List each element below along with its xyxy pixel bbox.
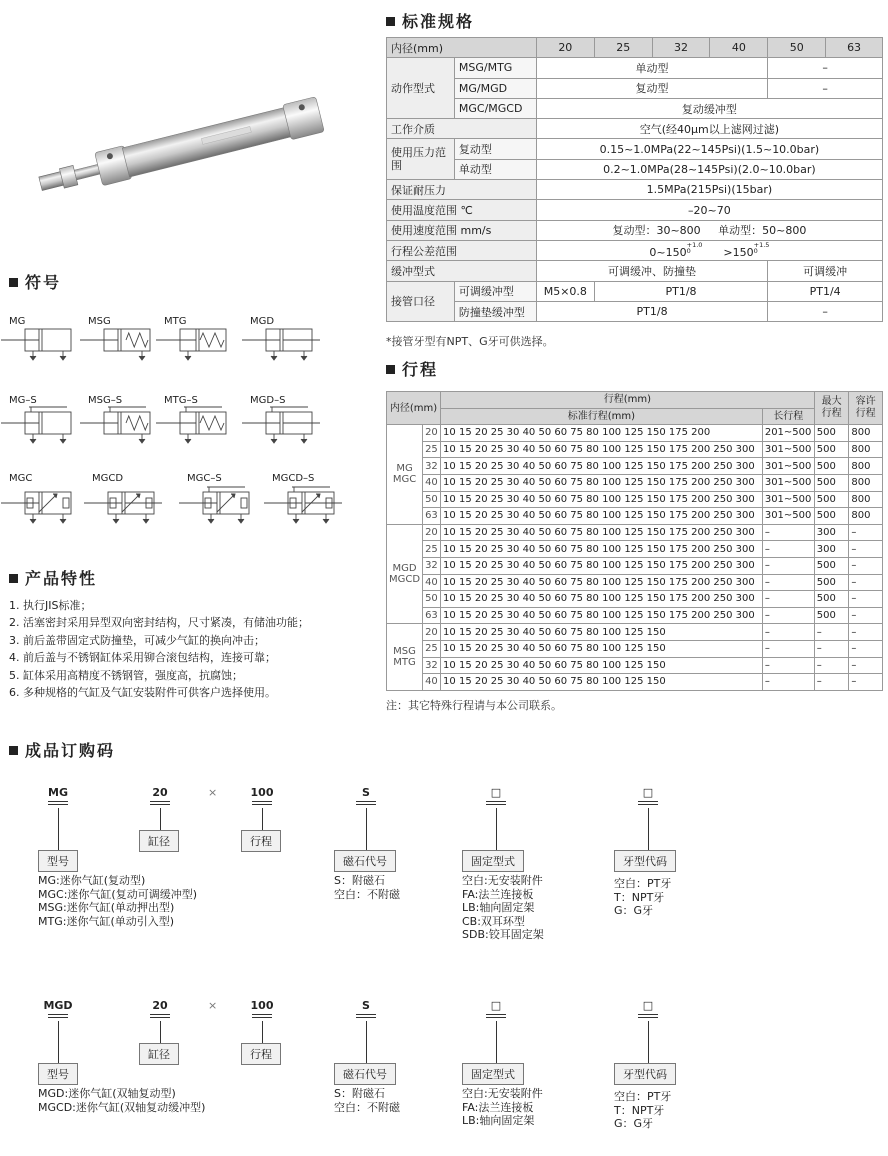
stroke-cell-max: 500 <box>814 425 849 442</box>
desc-line: 空白：不附磁 <box>334 1100 400 1114</box>
stroke-cell-std: 10 15 20 25 30 40 50 60 75 80 100 125 150 175 200 250 300 <box>441 524 763 541</box>
code-text: □ <box>642 999 654 1012</box>
stroke-cell-std: 10 15 20 25 30 40 50 60 75 80 100 125 150 175 200 250 300 <box>441 574 763 591</box>
connector-line <box>366 808 367 850</box>
stroke-cell-std: 10 15 20 25 30 40 50 60 75 80 100 125 150 175 200 250 300 <box>441 508 763 525</box>
stroke-cell-long: – <box>762 640 814 657</box>
cylinder-symbol-icon <box>3 325 83 367</box>
code-text: MGD <box>43 999 73 1012</box>
stroke-note: 注：其它特殊行程请与本公司联系。 <box>386 699 562 712</box>
stroke-cell-tol: 800 <box>849 491 883 508</box>
code-thread <box>628 786 668 805</box>
code-text: 100 <box>250 999 274 1012</box>
stroke-cell-tol: 800 <box>849 474 883 491</box>
stroke-cell-max: 500 <box>814 591 849 608</box>
bore-box: 缸径 <box>139 830 179 852</box>
spec-note: *接管牙型有NPT、G牙可供选择。 <box>386 335 554 348</box>
desc-line: T：NPT牙 <box>614 1103 665 1117</box>
spec-table: 内径(mm) 20 25 32 40 50 63 动作型式 MSG/MTG 单动型 – MG/MGD 复动型 – MGC/MGCD 复动缓冲型 工作介质 空气(经40μm以上滤网过滤) 使用压力范围 复动型 0.15~1.0MPa(22~145Psi)(1.5~10.0bar) 单动型 0.2~1.0MPa(28~145Psi)(2.0~10.0bar) 保证耐压力 1.5MPa(215Psi)(15bar) 使用温度范围 ℃ –20~70 使用速度范围 mm/s 复动型：30~800 单动型：50~800 行程公差范围 0~150+1.0 0 >150+1.5 0 缓冲型式 可调缓冲、防撞垫 可调缓冲 接管口径 可调缓冲型 M5×0.8 PT1/8 PT1/4 防撞垫缓冲型 PT1/8 – <box>386 37 883 322</box>
stroke-cell-d: 40 <box>423 674 441 691</box>
magnet-box: 磁石代号 <box>334 850 396 872</box>
magnet-box: 磁石代号 <box>334 1063 396 1085</box>
desc-line: G：G牙 <box>614 1117 654 1131</box>
magnet-description <box>334 874 400 901</box>
stroke-group-name: MG MGC <box>387 425 423 525</box>
stroke-cell-max: 500 <box>814 557 849 574</box>
code-underline <box>486 801 506 805</box>
cylinder-symbol-icon <box>158 325 238 367</box>
stroke-cell-tol: 800 <box>849 508 883 525</box>
bore-box: 缸径 <box>139 1043 179 1065</box>
stroke-cell-long: 301~500 <box>762 458 814 475</box>
connector-line <box>366 1021 367 1063</box>
symbol-label: MTG <box>164 316 187 327</box>
stroke-cell-max: 500 <box>814 458 849 475</box>
symbol-label: MGC–S <box>187 473 222 484</box>
model-description <box>38 874 197 928</box>
stroke-cell-max: 500 <box>814 474 849 491</box>
desc-line: 空白：PT牙 <box>614 1090 672 1103</box>
stroke-cell-tol: – <box>849 674 883 691</box>
desc-line: G：G牙 <box>614 904 654 918</box>
code-model <box>38 999 78 1018</box>
stroke-cell-long: – <box>762 524 814 541</box>
feature-item: 6. 多种规格的气缸及气缸安装附件可供客户选择使用。 <box>9 686 276 700</box>
connector-line <box>496 808 497 850</box>
code-bore <box>140 999 180 1018</box>
stroke-row <box>387 657 883 674</box>
stroke-cell-long: 201~500 <box>762 425 814 442</box>
desc-line: 空白:无安装附件 <box>462 1087 543 1100</box>
code-underline <box>356 1014 376 1018</box>
stroke-group-name: MGD MGCD <box>387 524 423 624</box>
cylinder-symbol-icon <box>244 408 324 450</box>
code-model <box>38 786 78 805</box>
stroke-cell-long: – <box>762 624 814 641</box>
desc-line: LB:轴向固定架 <box>462 901 535 915</box>
feature-item: 3. 前后盖带固定式防撞垫，可减少气缸的换向冲击； <box>9 633 265 647</box>
stroke-cell-std: 10 15 20 25 30 40 50 60 75 80 100 125 150 <box>441 674 763 691</box>
symbol-section-title: 符号 <box>9 270 61 293</box>
stroke-cell-d: 40 <box>423 574 441 591</box>
feature-item: 5. 缸体采用高精度不锈钢管，强度高，抗腐蚀； <box>9 668 243 682</box>
cylinder-symbol-icon <box>82 325 162 367</box>
stroke-cell-tol: – <box>849 574 883 591</box>
code-text: □ <box>490 999 502 1012</box>
stroke-row <box>387 591 883 608</box>
cylinder-symbol-icon <box>181 488 261 530</box>
stroke-section-title: 行程 <box>386 357 438 380</box>
desc-line: S：附磁石 <box>334 1087 385 1100</box>
code-text: MG <box>48 786 68 799</box>
desc-line: SDB:铰耳固定架 <box>462 928 544 942</box>
code-thread <box>628 999 668 1018</box>
stroke-cell-d: 32 <box>423 458 441 475</box>
spec-section-title: 标准规格 <box>386 9 474 32</box>
stroke-cell-d: 50 <box>423 591 441 608</box>
stroke-cell-d: 25 <box>423 541 441 558</box>
code-underline <box>150 801 170 805</box>
code-text: S <box>362 786 370 799</box>
connector-line <box>160 808 161 830</box>
stroke-row <box>387 574 883 591</box>
symbol-label: MGCD–S <box>272 473 315 484</box>
code-underline <box>48 1014 68 1018</box>
cylinder-symbol-icon <box>244 325 324 367</box>
stroke-cell-std: 10 15 20 25 30 40 50 60 75 80 100 125 150 175 200 250 300 <box>441 458 763 475</box>
stroke-cell-max: 300 <box>814 524 849 541</box>
stroke-cell-std: 10 15 20 25 30 40 50 60 75 80 100 125 150 175 200 250 300 <box>441 441 763 458</box>
magnet-description <box>334 1087 400 1114</box>
stroke-cell-d: 32 <box>423 657 441 674</box>
desc-line: LB:轴向固定架 <box>462 1114 535 1128</box>
symbol-label: MG <box>9 316 26 327</box>
stroke-row <box>387 458 883 475</box>
mount-description <box>462 1087 543 1128</box>
desc-line: MG:迷你气缸(复动型) <box>38 874 146 887</box>
connector-line <box>496 1021 497 1063</box>
stroke-cell-d: 32 <box>423 557 441 574</box>
stroke-cell-long: – <box>762 674 814 691</box>
code-stroke <box>242 786 282 805</box>
stroke-cell-max: 500 <box>814 491 849 508</box>
code-text: 20 <box>152 999 168 1012</box>
stroke-box: 行程 <box>241 830 281 852</box>
desc-line: FA:法兰连接板 <box>462 1100 534 1114</box>
stroke-cell-tol: – <box>849 591 883 608</box>
thread-description <box>614 877 671 918</box>
stroke-cell-std: 10 15 20 25 30 40 50 60 75 80 100 125 150 175 200 250 300 <box>441 474 763 491</box>
desc-line: 空白:无安装附件 <box>462 874 543 887</box>
desc-line: MTG:迷你气缸(单动引入型) <box>38 914 175 928</box>
stroke-cell-std: 10 15 20 25 30 40 50 60 75 80 100 125 150 175 200 250 300 <box>441 607 763 624</box>
stroke-table: 内径(mm) 行程(mm) 最大行程 容许行程 标准行程(mm) 长行程 MG MGC 20 10 15 20 25 30 40 50 60 75 80 100 125 150 175 200 201~500 500 800 25 10 15 20 25 30 40 50 60 75 80 100 125 150 175 200 250 300 301~500 500 800 32 10 15 20 25 30 40 50 60 75 80 100 125 150 175 200 250 300 301~500 500 800 40 10 15 20 25 30 40 50 60 75 80 100 125 150 175 200 250 300 301~500 500 800 50 10 15 20 25 30 40 50 60 75 80 100 125 150 175 200 250 300 301~500 500 800 63 10 15 20 25 30 40 50 60 75 80 100 125 150 175 200 250 300 301~500 500 800 MGD MGCD 20 10 15 20 25 30 40 50 60 75 80 100 125 150 175 200 250 300 – 300 – 25 10 15 20 25 30 40 50 60 75 80 100 125 150 175 200 250 300 – 300 – 32 10 15 20 25 30 40 50 60 75 80 100 125 150 175 200 250 300 – 500 – 40 10 15 20 25 30 40 50 60 75 80 100 125 150 175 200 250 300 – 500 – 50 10 15 20 25 30 40 50 60 75 80 100 125 150 175 200 250 300 – 500 – 63 10 15 20 25 30 40 50 60 75 80 100 125 150 175 200 250 300 – 500 – MSG MTG 20 10 15 20 25 30 40 50 60 75 80 100 125 150 – – – 25 10 15 20 25 30 40 50 60 75 80 100 125 150 – – – 32 10 15 20 25 30 40 50 60 75 80 100 125 150 – – – 40 10 15 20 25 30 40 50 60 75 80 100 125 150 – – – <box>386 391 883 691</box>
stroke-row <box>387 541 883 558</box>
desc-line: S：附磁石 <box>334 874 385 887</box>
stroke-cell-long: 301~500 <box>762 441 814 458</box>
stroke-cell-max: – <box>814 640 849 657</box>
stroke-cell-d: 20 <box>423 524 441 541</box>
stroke-row <box>387 491 883 508</box>
stroke-box: 行程 <box>241 1043 281 1065</box>
connector-line <box>58 1021 59 1063</box>
stroke-cell-max: 500 <box>814 574 849 591</box>
symbol-label: MGD–S <box>250 395 286 406</box>
stroke-cell-d: 50 <box>423 491 441 508</box>
stroke-cell-tol: 800 <box>849 425 883 442</box>
stroke-cell-tol: – <box>849 524 883 541</box>
desc-line: T：NPT牙 <box>614 890 665 904</box>
features-section-title: 产品特性 <box>9 566 97 589</box>
stroke-cell-long: 301~500 <box>762 508 814 525</box>
model-box: 型号 <box>38 1063 78 1085</box>
stroke-cell-max: 500 <box>814 508 849 525</box>
stroke-cell-std: 10 15 20 25 30 40 50 60 75 80 100 125 150 175 200 <box>441 425 763 442</box>
stroke-row <box>387 607 883 624</box>
thread-box: 牙型代码 <box>614 1063 676 1085</box>
stroke-row <box>387 557 883 574</box>
desc-line: MGCD:迷你气缸(双轴复动缓冲型) <box>38 1100 206 1114</box>
stroke-cell-std: 10 15 20 25 30 40 50 60 75 80 100 125 150 175 200 250 300 <box>441 541 763 558</box>
stroke-row <box>387 508 883 525</box>
stroke-cell-d: 63 <box>423 508 441 525</box>
code-underline <box>356 801 376 805</box>
code-text: S <box>362 999 370 1012</box>
stroke-cell-d: 40 <box>423 474 441 491</box>
cylinder-symbol-icon <box>158 408 238 450</box>
symbol-label: MSG–S <box>88 395 123 406</box>
feature-item: 1. 执行JIS标准； <box>9 599 92 612</box>
model-description <box>38 1087 205 1114</box>
stroke-row <box>387 624 883 641</box>
connector-line <box>160 1021 161 1043</box>
stroke-cell-max: 500 <box>814 441 849 458</box>
code-stroke <box>242 999 282 1018</box>
stroke-cell-tol: – <box>849 657 883 674</box>
symbol-label: MG–S <box>9 395 37 406</box>
stroke-cell-long: – <box>762 591 814 608</box>
symbol-label: MGCD <box>92 473 124 484</box>
stroke-cell-std: 10 15 20 25 30 40 50 60 75 80 100 125 150 175 200 250 300 <box>441 491 763 508</box>
thread-box: 牙型代码 <box>614 850 676 872</box>
desc-line: MGD:迷你气缸(双轴复动型) <box>38 1087 176 1100</box>
stroke-cell-d: 63 <box>423 607 441 624</box>
thread-description <box>614 1090 671 1131</box>
stroke-cell-tol: – <box>849 640 883 657</box>
connector-line <box>262 808 263 830</box>
feature-item: 4. 前后盖与不锈钢缸体采用铆合滚包结构，连接可靠； <box>9 651 276 665</box>
stroke-cell-long: – <box>762 607 814 624</box>
cylinder-symbol-icon <box>82 408 162 450</box>
stroke-row <box>387 474 883 491</box>
stroke-cell-max: 300 <box>814 541 849 558</box>
desc-line: MSG:迷你气缸(单动押出型) <box>38 901 175 915</box>
desc-line: FA:法兰连接板 <box>462 887 534 901</box>
stroke-row <box>387 674 883 691</box>
stroke-cell-max: – <box>814 674 849 691</box>
stroke-cell-d: 20 <box>423 425 441 442</box>
desc-line: 空白：PT牙 <box>614 877 672 890</box>
cylinder-symbol-icon <box>3 488 83 530</box>
stroke-cell-long: – <box>762 541 814 558</box>
stroke-cell-tol: – <box>849 607 883 624</box>
times-sign: × <box>208 999 218 1012</box>
code-text: 20 <box>152 786 168 799</box>
code-text: □ <box>642 786 654 799</box>
symbol-label: MSG <box>88 316 111 327</box>
connector-line <box>58 808 59 850</box>
stroke-cell-d: 25 <box>423 640 441 657</box>
code-text: 100 <box>250 786 274 799</box>
connector-line <box>648 1021 649 1063</box>
stroke-cell-long: – <box>762 574 814 591</box>
code-magnet <box>346 999 386 1018</box>
stroke-cell-std: 10 15 20 25 30 40 50 60 75 80 100 125 150 <box>441 640 763 657</box>
code-underline <box>48 801 68 805</box>
code-mount <box>476 999 516 1018</box>
stroke-row <box>387 425 883 442</box>
stroke-cell-std: 10 15 20 25 30 40 50 60 75 80 100 125 150 <box>441 657 763 674</box>
code-magnet <box>346 786 386 805</box>
features-list <box>9 597 309 701</box>
stroke-cell-max: 500 <box>814 607 849 624</box>
desc-line: 空白：不附磁 <box>334 887 400 901</box>
cylinder-symbol-icon <box>3 408 83 450</box>
code-underline <box>638 1014 658 1018</box>
stroke-row <box>387 441 883 458</box>
stroke-cell-tol: 800 <box>849 441 883 458</box>
symbol-label: MGC <box>9 473 33 484</box>
order-section-title: 成品订购码 <box>9 738 115 761</box>
stroke-cell-tol: – <box>849 557 883 574</box>
desc-line: CB:双耳环型 <box>462 914 525 928</box>
stroke-cell-long: 301~500 <box>762 491 814 508</box>
desc-line: MGC:迷你气缸(复动可调缓冲型) <box>38 887 197 901</box>
symbol-label: MGD <box>250 316 275 327</box>
model-box: 型号 <box>38 850 78 872</box>
connector-line <box>648 808 649 850</box>
mount-description <box>462 874 544 942</box>
stroke-cell-tol: – <box>849 624 883 641</box>
code-text: □ <box>490 786 502 799</box>
stroke-cell-long: 301~500 <box>762 474 814 491</box>
stroke-cell-d: 25 <box>423 441 441 458</box>
code-mount <box>476 786 516 805</box>
stroke-row <box>387 640 883 657</box>
stroke-cell-std: 10 15 20 25 30 40 50 60 75 80 100 125 150 175 200 250 300 <box>441 557 763 574</box>
code-underline <box>486 1014 506 1018</box>
code-underline <box>150 1014 170 1018</box>
code-bore <box>140 786 180 805</box>
cylinder-product-image <box>28 92 348 202</box>
stroke-cell-std: 10 15 20 25 30 40 50 60 75 80 100 125 150 <box>441 624 763 641</box>
symbol-label: MTG–S <box>164 395 198 406</box>
code-underline <box>252 801 272 805</box>
stroke-cell-tol: 800 <box>849 458 883 475</box>
stroke-cell-max: – <box>814 657 849 674</box>
stroke-cell-d: 20 <box>423 624 441 641</box>
code-underline <box>638 801 658 805</box>
times-sign: × <box>208 786 218 799</box>
code-underline <box>252 1014 272 1018</box>
cylinder-symbol-icon <box>266 488 346 530</box>
cylinder-symbol-icon <box>86 488 166 530</box>
stroke-row <box>387 524 883 541</box>
stroke-group-name: MSG MTG <box>387 624 423 690</box>
stroke-cell-max: – <box>814 624 849 641</box>
connector-line <box>262 1021 263 1043</box>
stroke-cell-long: – <box>762 557 814 574</box>
mount-box: 固定型式 <box>462 850 524 872</box>
stroke-cell-long: – <box>762 657 814 674</box>
mount-box: 固定型式 <box>462 1063 524 1085</box>
stroke-cell-tol: – <box>849 541 883 558</box>
feature-item: 2. 活塞密封采用异型双向密封结构，尺寸紧凑，有储油功能； <box>9 616 309 630</box>
stroke-cell-std: 10 15 20 25 30 40 50 60 75 80 100 125 150 175 200 250 300 <box>441 591 763 608</box>
